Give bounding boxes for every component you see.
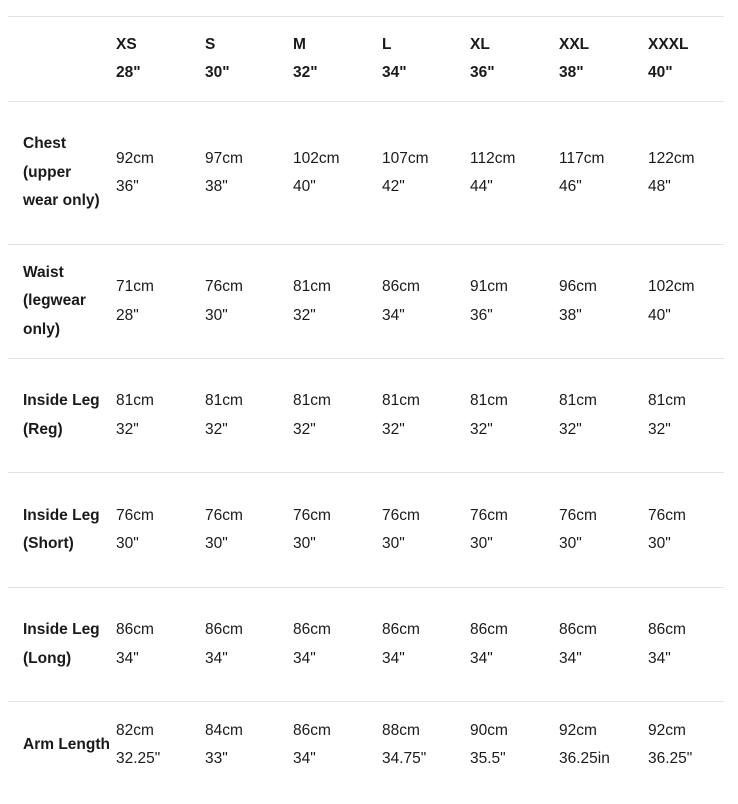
inch-value: 32" bbox=[648, 420, 671, 438]
cm-value: 81cm bbox=[205, 392, 243, 409]
cm-value: 86cm bbox=[470, 621, 508, 638]
cm-value: 91cm bbox=[470, 278, 508, 295]
size-column-header bbox=[382, 17, 470, 102]
cm-value: 86cm bbox=[382, 278, 420, 295]
size-inches: 36" bbox=[470, 64, 495, 81]
table-row bbox=[8, 102, 724, 245]
inch-value: 30" bbox=[382, 535, 405, 552]
inch-value: 32" bbox=[205, 420, 228, 438]
measurement-label: Waist (legwear only) bbox=[23, 263, 86, 338]
size-label: XXXL bbox=[648, 35, 689, 53]
size-column-header bbox=[205, 17, 293, 102]
cm-value: 76cm bbox=[293, 506, 331, 524]
measurement-cell bbox=[382, 245, 470, 359]
inch-value: 32" bbox=[470, 420, 493, 438]
inch-value: 34" bbox=[293, 750, 316, 767]
measurement-cell bbox=[205, 245, 293, 359]
cm-value: 92cm bbox=[116, 149, 154, 167]
measurement-cell bbox=[648, 102, 724, 245]
cm-value: 81cm bbox=[470, 392, 508, 409]
measurement-cell bbox=[116, 102, 205, 245]
cm-value: 86cm bbox=[382, 621, 420, 638]
measurement-cell bbox=[293, 473, 382, 588]
cm-value: 86cm bbox=[293, 621, 331, 638]
measurement-cell bbox=[205, 588, 293, 702]
size-inches: 28" bbox=[116, 64, 141, 81]
table-row bbox=[8, 588, 724, 702]
inch-value: 40" bbox=[293, 178, 316, 195]
inch-value: 34.75" bbox=[382, 750, 427, 767]
size-column-header bbox=[648, 17, 724, 102]
measurement-cell bbox=[559, 359, 648, 473]
inch-value: 30" bbox=[470, 535, 493, 552]
inch-value: 38" bbox=[205, 178, 228, 195]
inch-value: 36.25" bbox=[648, 750, 693, 767]
size-label: XXL bbox=[559, 35, 590, 53]
measurement-label: Arm Length bbox=[23, 735, 110, 753]
measurement-label: Chest (upper wear only) bbox=[23, 135, 100, 210]
inch-value: 34" bbox=[205, 649, 228, 667]
cm-value: 76cm bbox=[205, 506, 243, 524]
measurement-cell bbox=[293, 245, 382, 359]
inch-value: 32.25" bbox=[116, 750, 161, 767]
size-column-header bbox=[470, 17, 559, 102]
measurement-cell bbox=[116, 702, 205, 789]
table-row bbox=[8, 359, 724, 473]
size-label: XS bbox=[116, 35, 137, 53]
cm-value: 86cm bbox=[116, 621, 154, 638]
inch-value: 30" bbox=[293, 535, 316, 552]
cm-value: 86cm bbox=[293, 721, 331, 739]
inch-value: 34" bbox=[293, 649, 316, 667]
inch-value: 42" bbox=[382, 178, 405, 195]
cm-value: 82cm bbox=[116, 721, 154, 739]
inch-value: 30" bbox=[205, 306, 228, 324]
measurement-cell bbox=[116, 245, 205, 359]
inch-value: 36" bbox=[470, 306, 493, 324]
cm-value: 92cm bbox=[559, 721, 597, 739]
table-row bbox=[8, 473, 724, 588]
size-label: S bbox=[205, 35, 216, 53]
measurement-cell bbox=[559, 102, 648, 245]
measurement-cell bbox=[382, 359, 470, 473]
measurement-cell bbox=[205, 702, 293, 789]
inch-value: 48" bbox=[648, 178, 671, 195]
measurement-cell bbox=[382, 102, 470, 245]
inch-value: 30" bbox=[648, 535, 671, 552]
inch-value: 35.5" bbox=[470, 750, 506, 767]
measurement-cell bbox=[116, 588, 205, 702]
size-column-header bbox=[559, 17, 648, 102]
cm-value: 107cm bbox=[382, 149, 429, 167]
measurement-cell bbox=[648, 473, 724, 588]
inch-value: 36.25in bbox=[559, 750, 610, 767]
measurement-cell bbox=[205, 359, 293, 473]
size-inches: 34" bbox=[382, 64, 407, 81]
inch-value: 40" bbox=[648, 306, 671, 324]
inch-value: 32" bbox=[293, 306, 316, 324]
inch-value: 34" bbox=[559, 649, 582, 667]
inch-value: 34" bbox=[116, 649, 139, 667]
cm-value: 97cm bbox=[205, 149, 243, 167]
cm-value: 102cm bbox=[293, 149, 340, 167]
inch-value: 34" bbox=[382, 649, 405, 667]
inch-value: 34" bbox=[382, 306, 405, 324]
measurement-cell bbox=[293, 588, 382, 702]
inch-value: 28" bbox=[116, 306, 139, 324]
cm-value: 86cm bbox=[559, 621, 597, 638]
cm-value: 112cm bbox=[470, 149, 516, 167]
measurement-cell bbox=[559, 702, 648, 789]
cm-value: 76cm bbox=[116, 506, 154, 524]
measurement-cell bbox=[648, 702, 724, 789]
cm-value: 122cm bbox=[648, 149, 695, 167]
measurement-cell bbox=[648, 359, 724, 473]
size-column-header bbox=[293, 17, 382, 102]
measurement-cell bbox=[116, 473, 205, 588]
inch-value: 34" bbox=[648, 649, 671, 667]
measurement-cell bbox=[293, 359, 382, 473]
inch-value: 32" bbox=[559, 420, 582, 438]
cm-value: 81cm bbox=[116, 392, 154, 409]
measurement-cell bbox=[382, 702, 470, 789]
size-label: XL bbox=[470, 35, 490, 53]
cm-value: 96cm bbox=[559, 278, 597, 295]
measurement-cell bbox=[293, 702, 382, 789]
size-chart-table bbox=[8, 16, 724, 788]
cm-value: 76cm bbox=[470, 506, 508, 524]
measurement-cell bbox=[470, 473, 559, 588]
cm-value: 76cm bbox=[382, 506, 420, 524]
measurement-cell bbox=[470, 359, 559, 473]
inch-value: 30" bbox=[559, 535, 582, 552]
cm-value: 71cm bbox=[116, 278, 154, 295]
size-inches: 40" bbox=[648, 64, 673, 81]
table-row bbox=[8, 702, 724, 789]
inch-value: 32" bbox=[382, 420, 405, 438]
size-inches: 38" bbox=[559, 64, 584, 81]
measurement-cell bbox=[648, 245, 724, 359]
cm-value: 81cm bbox=[293, 392, 331, 409]
measurement-cell bbox=[559, 588, 648, 702]
cm-value: 81cm bbox=[293, 278, 331, 295]
size-chart bbox=[8, 16, 724, 788]
measurement-cell bbox=[559, 245, 648, 359]
measurement-label: Inside Leg (Short) bbox=[23, 506, 100, 552]
corner-cell bbox=[8, 17, 116, 102]
cm-value: 86cm bbox=[648, 621, 686, 638]
table-row bbox=[8, 245, 724, 359]
cm-value: 81cm bbox=[648, 392, 686, 409]
measurement-label: Inside Leg (Long) bbox=[23, 621, 100, 667]
measurement-cell bbox=[559, 473, 648, 588]
measurement-cell bbox=[470, 588, 559, 702]
measurement-cell bbox=[470, 102, 559, 245]
measurement-label: Inside Leg (Reg) bbox=[23, 392, 100, 438]
cm-value: 81cm bbox=[559, 392, 597, 409]
measurement-cell bbox=[470, 702, 559, 789]
size-header-row bbox=[8, 17, 724, 102]
measurement-cell bbox=[205, 102, 293, 245]
cm-value: 76cm bbox=[559, 506, 597, 524]
measurement-cell bbox=[293, 102, 382, 245]
inch-value: 46" bbox=[559, 178, 582, 195]
inch-value: 36" bbox=[116, 178, 139, 195]
size-label: M bbox=[293, 35, 306, 53]
measurement-cell bbox=[382, 473, 470, 588]
measurement-cell bbox=[116, 359, 205, 473]
inch-value: 34" bbox=[470, 649, 493, 667]
inch-value: 44" bbox=[470, 178, 493, 195]
inch-value: 32" bbox=[293, 420, 316, 438]
cm-value: 81cm bbox=[382, 392, 420, 409]
cm-value: 90cm bbox=[470, 721, 508, 739]
inch-value: 32" bbox=[116, 420, 139, 438]
size-label: L bbox=[382, 35, 392, 53]
inch-value: 30" bbox=[205, 535, 228, 552]
cm-value: 88cm bbox=[382, 721, 420, 739]
inch-value: 30" bbox=[116, 535, 139, 552]
cm-value: 117cm bbox=[559, 149, 605, 167]
measurement-cell bbox=[648, 588, 724, 702]
size-inches: 30" bbox=[205, 64, 230, 81]
measurement-cell bbox=[470, 245, 559, 359]
measurement-cell bbox=[205, 473, 293, 588]
cm-value: 92cm bbox=[648, 721, 686, 739]
cm-value: 102cm bbox=[648, 278, 695, 295]
cm-value: 76cm bbox=[648, 506, 686, 524]
size-column-header bbox=[116, 17, 205, 102]
cm-value: 84cm bbox=[205, 721, 243, 739]
inch-value: 33" bbox=[205, 750, 228, 767]
inch-value: 38" bbox=[559, 306, 582, 324]
measurement-cell bbox=[382, 588, 470, 702]
cm-value: 86cm bbox=[205, 621, 243, 638]
size-inches: 32" bbox=[293, 64, 318, 81]
cm-value: 76cm bbox=[205, 278, 243, 295]
